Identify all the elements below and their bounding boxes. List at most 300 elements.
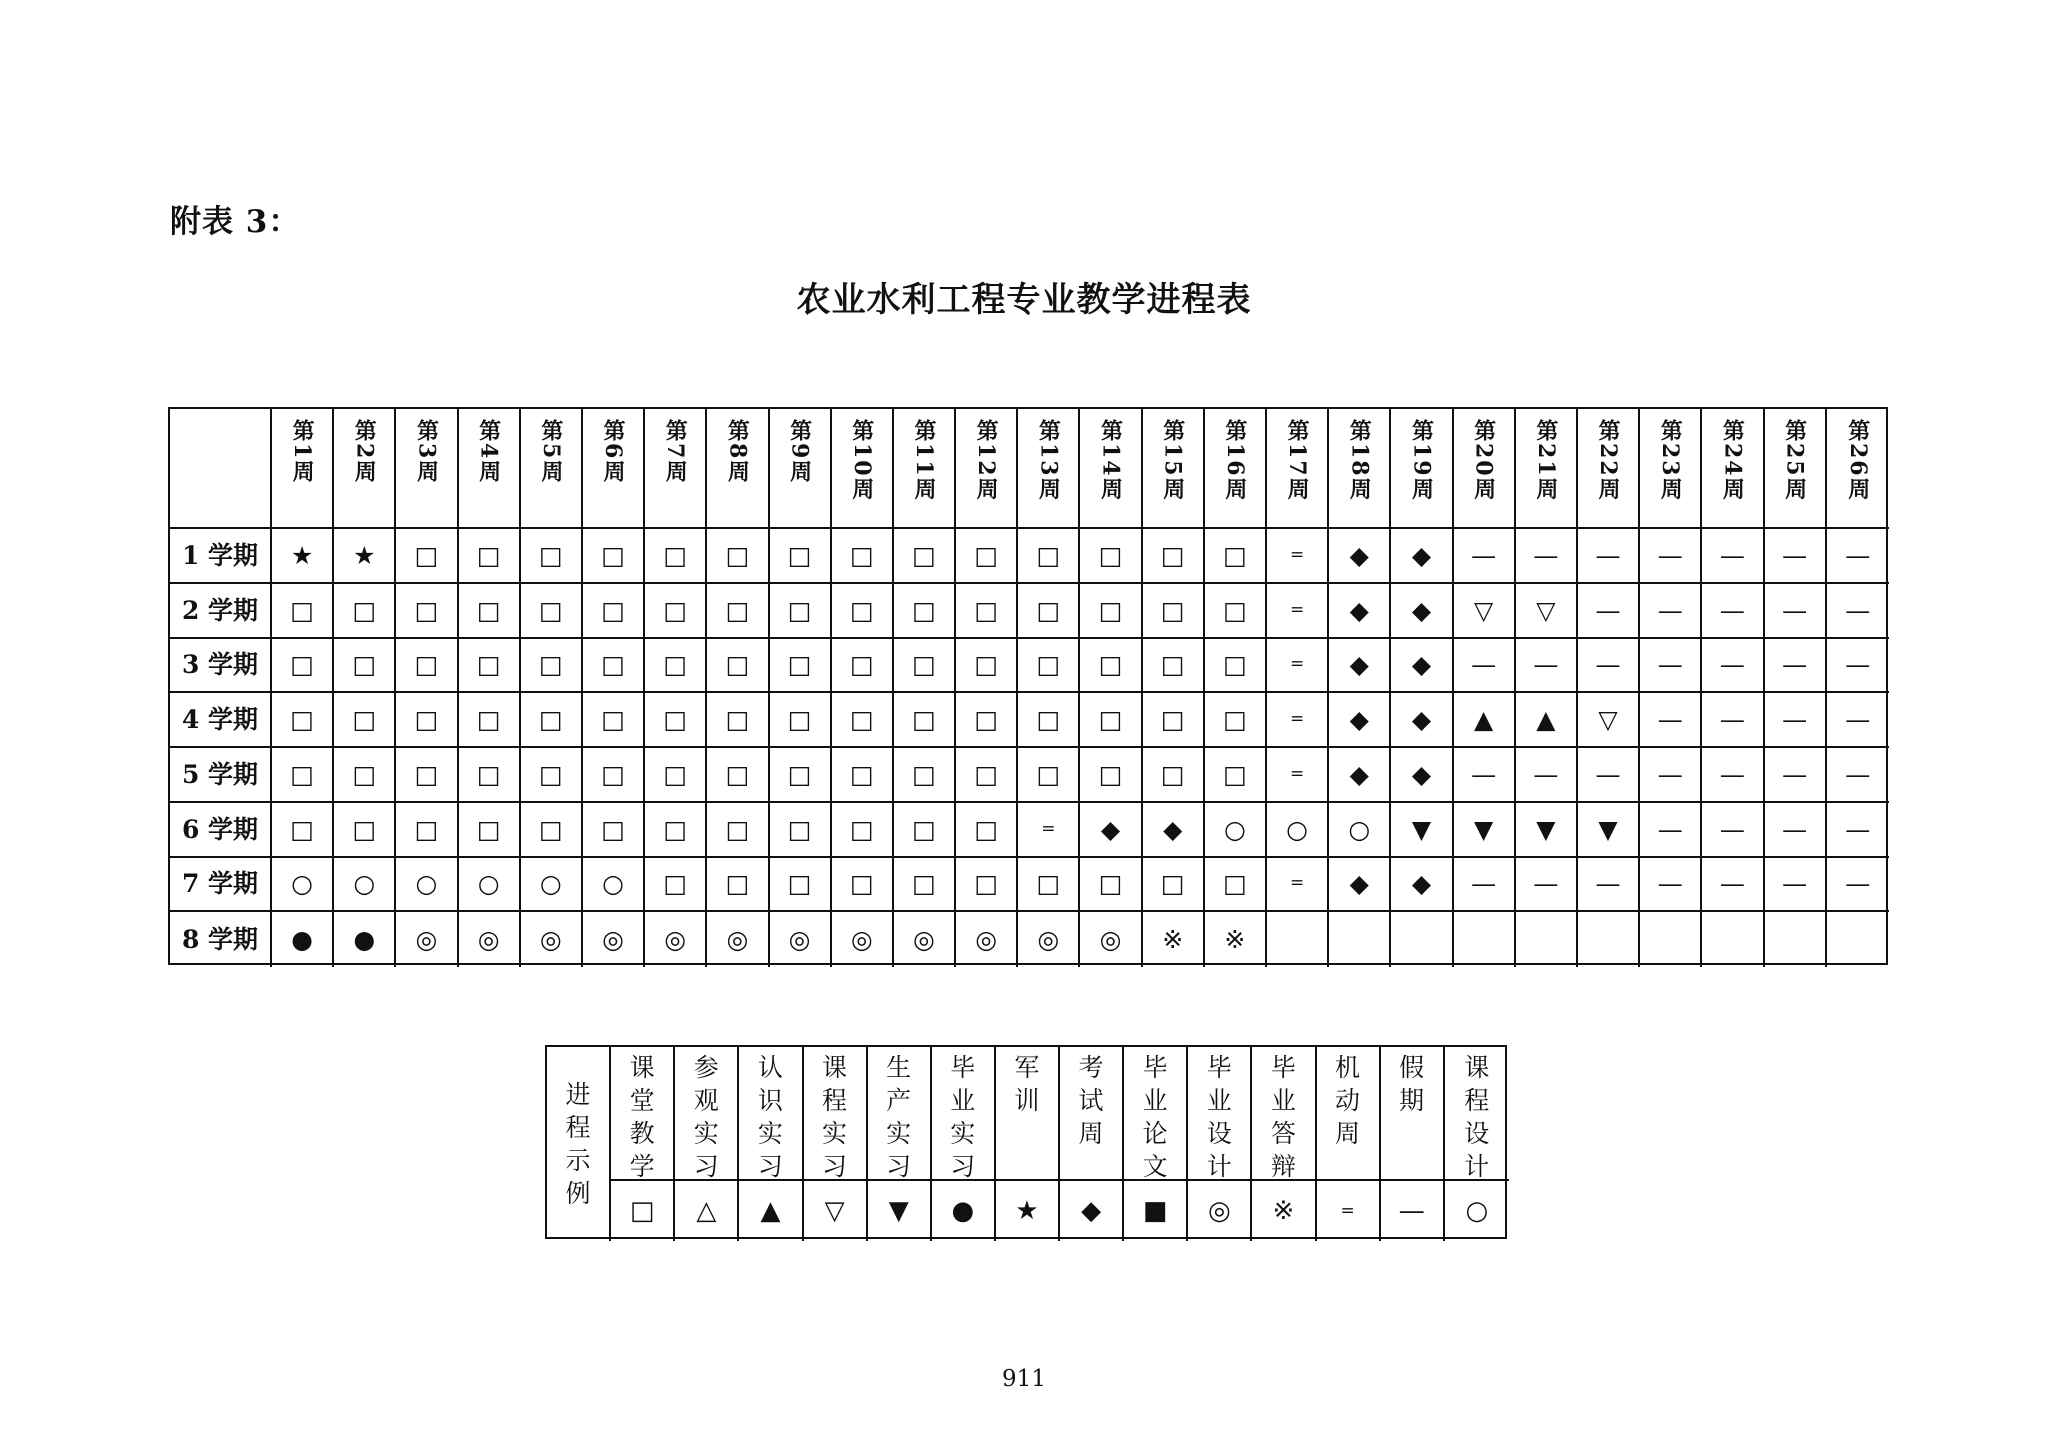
week-header-label: 第16周 <box>1221 419 1248 502</box>
empty-cell <box>1329 912 1391 967</box>
empty-cell <box>1578 912 1640 967</box>
week-header-cell <box>956 409 1018 529</box>
equals-icon: = <box>1317 1181 1381 1241</box>
week-header-cell <box>1516 409 1578 529</box>
double-circle-icon: ◎ <box>459 912 521 967</box>
week-header-label: 第19周 <box>1408 419 1435 502</box>
dash-icon: — <box>1765 639 1827 694</box>
week-header-label: 第17周 <box>1284 419 1311 502</box>
circle-outline-icon: ○ <box>459 858 521 913</box>
week-header-label: 第23周 <box>1657 419 1684 502</box>
dash-icon: — <box>1827 858 1889 913</box>
double-circle-icon: ◎ <box>956 912 1018 967</box>
double-circle-icon: ◎ <box>832 912 894 967</box>
schedule-table <box>168 407 1888 965</box>
square-outline-icon: □ <box>770 748 832 803</box>
legend-label: 认识实习 <box>757 1053 783 1181</box>
square-outline-icon: □ <box>832 693 894 748</box>
week-header-cell <box>707 409 769 529</box>
square-outline-icon: □ <box>272 693 334 748</box>
triangle-down-outline-icon: ▽ <box>1454 584 1516 639</box>
square-outline-icon: □ <box>1080 584 1142 639</box>
table-corner-cell <box>170 409 272 529</box>
square-outline-icon: □ <box>583 803 645 858</box>
week-header-cell <box>770 409 832 529</box>
week-header-cell <box>832 409 894 529</box>
diamond-filled-icon: ◆ <box>1329 529 1391 584</box>
double-circle-icon: ◎ <box>583 912 645 967</box>
week-header-label: 第10周 <box>848 419 875 502</box>
square-outline-icon: □ <box>396 529 458 584</box>
square-outline-icon: □ <box>334 748 396 803</box>
circle-outline-icon: ○ <box>1329 803 1391 858</box>
dash-icon: — <box>1578 639 1640 694</box>
week-header-label: 第21周 <box>1532 419 1559 502</box>
square-filled-icon: ■ <box>1124 1181 1188 1241</box>
legend-label: 课程设计 <box>1464 1053 1490 1181</box>
semester-label: 6 学期 <box>170 803 272 858</box>
square-outline-icon: □ <box>459 803 521 858</box>
circle-filled-icon: ● <box>334 912 396 967</box>
square-outline-icon: □ <box>832 748 894 803</box>
dash-icon: — <box>1765 584 1827 639</box>
week-header-cell <box>1827 409 1889 529</box>
diamond-filled-icon: ◆ <box>1329 639 1391 694</box>
triangle-down-outline-icon: ▽ <box>1516 584 1578 639</box>
diamond-filled-icon: ◆ <box>1329 858 1391 913</box>
square-outline-icon: □ <box>832 858 894 913</box>
square-outline-icon: □ <box>1080 858 1142 913</box>
square-outline-icon: □ <box>1018 858 1080 913</box>
legend-label: 毕业答辩 <box>1270 1053 1296 1181</box>
square-outline-icon: □ <box>894 693 956 748</box>
dash-icon: — <box>1640 858 1702 913</box>
square-outline-icon: □ <box>1018 584 1080 639</box>
square-outline-icon: □ <box>707 584 769 639</box>
circle-outline-icon: ○ <box>1205 803 1267 858</box>
week-header-label: 第20周 <box>1470 419 1497 502</box>
triangle-down-filled-icon: ▼ <box>868 1181 932 1241</box>
square-outline-icon: □ <box>1018 529 1080 584</box>
week-header-label: 第13周 <box>1035 419 1062 502</box>
dash-icon: — <box>1640 803 1702 858</box>
document-title: 农业水利工程专业教学进程表 <box>796 280 1252 320</box>
square-outline-icon: □ <box>956 639 1018 694</box>
legend-title <box>547 1047 611 1241</box>
square-outline-icon: □ <box>521 693 583 748</box>
dash-icon: — <box>1454 529 1516 584</box>
dash-icon: — <box>1827 803 1889 858</box>
circle-filled-icon: ● <box>932 1181 996 1241</box>
square-outline-icon: □ <box>459 584 521 639</box>
square-outline-icon: □ <box>396 584 458 639</box>
dash-icon: — <box>1516 748 1578 803</box>
reference-mark-icon: ※ <box>1252 1181 1316 1241</box>
dash-icon: — <box>1578 748 1640 803</box>
square-outline-icon: □ <box>770 803 832 858</box>
week-header-cell <box>1454 409 1516 529</box>
square-outline-icon: □ <box>1143 858 1205 913</box>
square-outline-icon: □ <box>459 748 521 803</box>
square-outline-icon: □ <box>707 748 769 803</box>
diamond-filled-icon: ◆ <box>1080 803 1142 858</box>
square-outline-icon: □ <box>1205 748 1267 803</box>
week-header-cell <box>1765 409 1827 529</box>
week-header-cell <box>396 409 458 529</box>
square-outline-icon: □ <box>521 584 583 639</box>
legend-label-cell <box>1381 1047 1445 1181</box>
square-outline-icon: □ <box>1018 748 1080 803</box>
square-outline-icon: □ <box>521 639 583 694</box>
square-outline-icon: □ <box>1018 639 1080 694</box>
dash-icon: — <box>1827 584 1889 639</box>
semester-label: 1 学期 <box>170 529 272 584</box>
square-outline-icon: □ <box>956 693 1018 748</box>
square-outline-icon: □ <box>894 748 956 803</box>
square-outline-icon: □ <box>1205 693 1267 748</box>
legend-label: 机动周 <box>1335 1053 1361 1148</box>
square-outline-icon: □ <box>1143 748 1205 803</box>
dash-icon: — <box>1765 748 1827 803</box>
week-header-cell <box>1702 409 1764 529</box>
legend-label: 课堂教学 <box>629 1053 655 1181</box>
dash-icon: — <box>1516 639 1578 694</box>
dash-icon: — <box>1454 858 1516 913</box>
triangle-down-filled-icon: ▼ <box>1578 803 1640 858</box>
week-header-cell <box>894 409 956 529</box>
legend-label: 参观实习 <box>693 1053 719 1181</box>
triangle-outline-icon: △ <box>675 1181 739 1241</box>
circle-outline-icon: ○ <box>334 858 396 913</box>
semester-label: 7 学期 <box>170 858 272 913</box>
square-outline-icon: □ <box>1205 584 1267 639</box>
week-header-label: 第22周 <box>1595 419 1622 502</box>
dash-icon: — <box>1516 529 1578 584</box>
square-outline-icon: □ <box>583 529 645 584</box>
legend-label-cell <box>868 1047 932 1181</box>
double-circle-icon: ◎ <box>1188 1181 1252 1241</box>
diamond-filled-icon: ◆ <box>1391 748 1453 803</box>
week-header-cell <box>1018 409 1080 529</box>
triangle-filled-icon: ▲ <box>739 1181 803 1241</box>
square-outline-icon: □ <box>956 584 1018 639</box>
square-outline-icon: □ <box>1143 693 1205 748</box>
appendix-label: 附表 3： <box>170 204 301 240</box>
square-outline-icon: □ <box>272 639 334 694</box>
week-header-label: 第1周 <box>289 419 316 485</box>
legend-label: 毕业实习 <box>950 1053 976 1181</box>
dash-icon: — <box>1702 803 1764 858</box>
legend-label: 课程实习 <box>822 1053 848 1181</box>
triangle-down-outline-icon: ▽ <box>804 1181 868 1241</box>
square-outline-icon: □ <box>956 529 1018 584</box>
legend-label: 毕业论文 <box>1142 1053 1168 1181</box>
square-outline-icon: □ <box>894 584 956 639</box>
square-outline-icon: □ <box>894 529 956 584</box>
week-header-label: 第15周 <box>1159 419 1186 502</box>
square-outline-icon: □ <box>583 693 645 748</box>
square-outline-icon: □ <box>396 803 458 858</box>
equals-icon: = <box>1267 529 1329 584</box>
semester-label: 8 学期 <box>170 912 272 967</box>
week-header-cell <box>1329 409 1391 529</box>
star-filled-icon: ★ <box>334 529 396 584</box>
circle-outline-icon: ○ <box>272 858 334 913</box>
square-outline-icon: □ <box>645 639 707 694</box>
triangle-down-filled-icon: ▼ <box>1391 803 1453 858</box>
equals-icon: = <box>1267 584 1329 639</box>
legend-label-cell <box>739 1047 803 1181</box>
equals-icon: = <box>1267 693 1329 748</box>
week-header-cell <box>1640 409 1702 529</box>
circle-outline-icon: ○ <box>1267 803 1329 858</box>
square-outline-icon: □ <box>1143 584 1205 639</box>
triangle-filled-icon: ▲ <box>1454 693 1516 748</box>
legend-label: 假期 <box>1399 1053 1425 1115</box>
legend-table <box>545 1045 1507 1239</box>
square-outline-icon: □ <box>611 1181 675 1241</box>
dash-icon: — <box>1827 693 1889 748</box>
week-header-cell <box>1391 409 1453 529</box>
triangle-down-filled-icon: ▼ <box>1454 803 1516 858</box>
dash-icon: — <box>1765 858 1827 913</box>
square-outline-icon: □ <box>770 639 832 694</box>
square-outline-icon: □ <box>396 639 458 694</box>
square-outline-icon: □ <box>645 748 707 803</box>
square-outline-icon: □ <box>1205 858 1267 913</box>
square-outline-icon: □ <box>272 803 334 858</box>
empty-cell <box>1640 912 1702 967</box>
square-outline-icon: □ <box>334 693 396 748</box>
diamond-filled-icon: ◆ <box>1143 803 1205 858</box>
dash-icon: — <box>1640 584 1702 639</box>
double-circle-icon: ◎ <box>894 912 956 967</box>
double-circle-icon: ◎ <box>770 912 832 967</box>
week-header-label: 第6周 <box>600 419 627 485</box>
circle-outline-icon: ○ <box>583 858 645 913</box>
legend-label: 军训 <box>1014 1053 1040 1115</box>
square-outline-icon: □ <box>956 858 1018 913</box>
week-header-label: 第4周 <box>475 419 502 485</box>
circle-filled-icon: ● <box>272 912 334 967</box>
diamond-filled-icon: ◆ <box>1329 748 1391 803</box>
square-outline-icon: □ <box>894 858 956 913</box>
equals-icon: = <box>1267 748 1329 803</box>
square-outline-icon: □ <box>1080 693 1142 748</box>
square-outline-icon: □ <box>1080 529 1142 584</box>
week-header-label: 第11周 <box>910 419 937 502</box>
triangle-down-outline-icon: ▽ <box>1578 693 1640 748</box>
square-outline-icon: □ <box>645 803 707 858</box>
legend-label-cell <box>1060 1047 1124 1181</box>
legend-label: 考试周 <box>1078 1053 1104 1148</box>
week-header-label: 第18周 <box>1346 419 1373 502</box>
square-outline-icon: □ <box>583 639 645 694</box>
double-circle-icon: ◎ <box>707 912 769 967</box>
legend-title-text: 进程示例 <box>565 1080 591 1208</box>
square-outline-icon: □ <box>770 584 832 639</box>
legend-label-cell <box>1188 1047 1252 1181</box>
week-header-label: 第24周 <box>1719 419 1746 502</box>
star-filled-icon: ★ <box>996 1181 1060 1241</box>
dash-icon: — <box>1640 748 1702 803</box>
empty-cell <box>1827 912 1889 967</box>
square-outline-icon: □ <box>334 639 396 694</box>
square-outline-icon: □ <box>396 693 458 748</box>
square-outline-icon: □ <box>832 639 894 694</box>
square-outline-icon: □ <box>894 803 956 858</box>
week-header-cell <box>334 409 396 529</box>
square-outline-icon: □ <box>583 584 645 639</box>
square-outline-icon: □ <box>707 639 769 694</box>
diamond-filled-icon: ◆ <box>1391 693 1453 748</box>
dash-icon: — <box>1381 1181 1445 1241</box>
dash-icon: — <box>1702 529 1764 584</box>
reference-mark-icon: ※ <box>1205 912 1267 967</box>
square-outline-icon: □ <box>707 858 769 913</box>
square-outline-icon: □ <box>645 693 707 748</box>
double-circle-icon: ◎ <box>1080 912 1142 967</box>
dash-icon: — <box>1702 584 1764 639</box>
week-header-cell <box>645 409 707 529</box>
legend-label-cell <box>675 1047 739 1181</box>
square-outline-icon: □ <box>459 529 521 584</box>
dash-icon: — <box>1827 529 1889 584</box>
week-header-label: 第5周 <box>537 419 564 485</box>
week-header-label: 第7周 <box>662 419 689 485</box>
week-header-label: 第25周 <box>1781 419 1808 502</box>
square-outline-icon: □ <box>894 639 956 694</box>
legend-label-cell <box>1445 1047 1509 1181</box>
dash-icon: — <box>1640 639 1702 694</box>
legend-label-cell <box>611 1047 675 1181</box>
semester-label: 2 学期 <box>170 584 272 639</box>
dash-icon: — <box>1578 529 1640 584</box>
square-outline-icon: □ <box>645 529 707 584</box>
diamond-filled-icon: ◆ <box>1329 693 1391 748</box>
week-header-label: 第2周 <box>351 419 378 485</box>
diamond-filled-icon: ◆ <box>1391 584 1453 639</box>
legend-label-cell <box>1124 1047 1188 1181</box>
dash-icon: — <box>1765 693 1827 748</box>
dash-icon: — <box>1765 529 1827 584</box>
square-outline-icon: □ <box>521 529 583 584</box>
dash-icon: — <box>1827 748 1889 803</box>
dash-icon: — <box>1702 858 1764 913</box>
diamond-filled-icon: ◆ <box>1391 529 1453 584</box>
semester-label: 3 学期 <box>170 639 272 694</box>
square-outline-icon: □ <box>1143 639 1205 694</box>
square-outline-icon: □ <box>832 584 894 639</box>
circle-outline-icon: ○ <box>521 858 583 913</box>
diamond-filled-icon: ◆ <box>1329 584 1391 639</box>
square-outline-icon: □ <box>334 584 396 639</box>
square-outline-icon: □ <box>956 748 1018 803</box>
dash-icon: — <box>1640 529 1702 584</box>
double-circle-icon: ◎ <box>396 912 458 967</box>
dash-icon: — <box>1516 858 1578 913</box>
square-outline-icon: □ <box>770 529 832 584</box>
week-header-label: 第14周 <box>1097 419 1124 502</box>
square-outline-icon: □ <box>459 693 521 748</box>
diamond-filled-icon: ◆ <box>1391 858 1453 913</box>
diamond-filled-icon: ◆ <box>1391 639 1453 694</box>
semester-label: 4 学期 <box>170 693 272 748</box>
empty-cell <box>1267 912 1329 967</box>
double-circle-icon: ◎ <box>645 912 707 967</box>
empty-cell <box>1516 912 1578 967</box>
page-number: 911 <box>1002 1366 1046 1392</box>
empty-cell <box>1454 912 1516 967</box>
week-header-cell <box>521 409 583 529</box>
triangle-down-filled-icon: ▼ <box>1516 803 1578 858</box>
dash-icon: — <box>1702 693 1764 748</box>
week-header-label: 第9周 <box>786 419 813 485</box>
equals-icon: = <box>1267 639 1329 694</box>
circle-outline-icon: ○ <box>1465 1196 1489 1226</box>
square-outline-icon: □ <box>334 803 396 858</box>
square-outline-icon: □ <box>1018 693 1080 748</box>
empty-cell <box>1702 912 1764 967</box>
week-header-cell <box>1267 409 1329 529</box>
week-header-cell <box>1578 409 1640 529</box>
square-outline-icon: □ <box>770 693 832 748</box>
square-outline-icon: □ <box>1080 639 1142 694</box>
dash-icon: — <box>1702 639 1764 694</box>
dash-icon: — <box>1454 639 1516 694</box>
square-outline-icon: □ <box>832 803 894 858</box>
circle-outline-icon: ○ <box>396 858 458 913</box>
double-circle-icon: ◎ <box>1018 912 1080 967</box>
dash-icon: — <box>1702 748 1764 803</box>
dash-icon: — <box>1578 584 1640 639</box>
dash-icon: — <box>1765 803 1827 858</box>
legend-label-cell <box>996 1047 1060 1181</box>
week-header-cell <box>459 409 521 529</box>
legend-label-cell <box>1252 1047 1316 1181</box>
week-header-label: 第3周 <box>413 419 440 485</box>
square-outline-icon: □ <box>272 748 334 803</box>
diamond-filled-icon: ◆ <box>1060 1181 1124 1241</box>
square-outline-icon: □ <box>521 748 583 803</box>
square-outline-icon: □ <box>707 803 769 858</box>
equals-icon: = <box>1267 858 1329 913</box>
week-header-cell <box>1205 409 1267 529</box>
square-outline-icon: □ <box>521 803 583 858</box>
week-header-cell <box>583 409 645 529</box>
reference-mark-icon: ※ <box>1143 912 1205 967</box>
square-outline-icon: □ <box>459 639 521 694</box>
week-header-label: 第8周 <box>724 419 751 485</box>
square-outline-icon: □ <box>1205 639 1267 694</box>
square-outline-icon: □ <box>707 693 769 748</box>
square-outline-icon: □ <box>770 858 832 913</box>
square-outline-icon: □ <box>1143 529 1205 584</box>
legend-label-cell <box>932 1047 996 1181</box>
square-outline-icon: □ <box>645 858 707 913</box>
square-outline-icon: □ <box>1080 748 1142 803</box>
empty-cell <box>1391 912 1453 967</box>
square-outline-icon: □ <box>832 529 894 584</box>
week-header-cell <box>1080 409 1142 529</box>
week-header-label: 第26周 <box>1844 419 1871 502</box>
legend-label-cell <box>1317 1047 1381 1181</box>
semester-label: 5 学期 <box>170 748 272 803</box>
square-outline-icon: □ <box>645 584 707 639</box>
dash-icon: — <box>1454 748 1516 803</box>
equals-icon: = <box>1018 803 1080 858</box>
legend-label-cell <box>804 1047 868 1181</box>
